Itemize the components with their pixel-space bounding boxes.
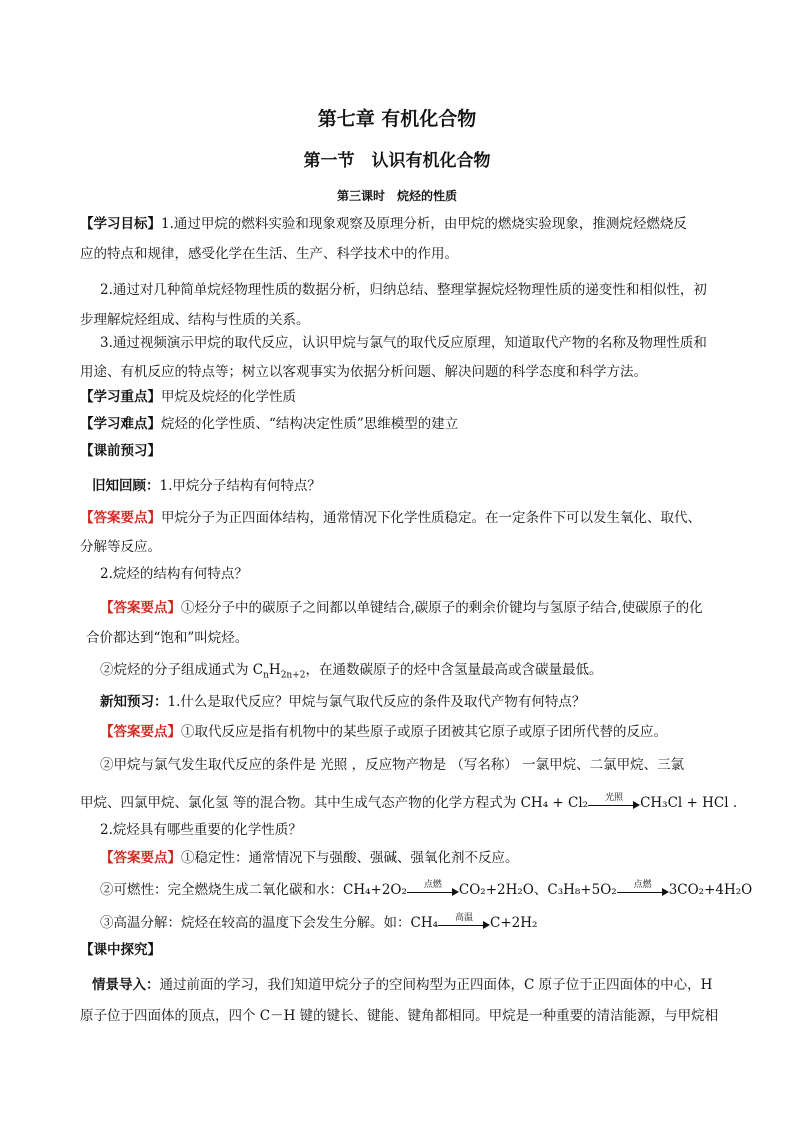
intro-line-2: 原子位于四面体的顶点，四个 C－H 键的键长、键能、键角都相同。甲烷是一种重要的清洁能源，与甲烷相: [80, 1008, 719, 1024]
goal-line-6: 用途、有机反应的特点等；树立以客观事实为依据分析问题、解决问题的科学态度和科学方法。: [80, 364, 647, 380]
answer-1: 【答案要点】甲烷分子为正四面体结构，通常情况下化学性质稳定。在一定条件下可以发生氧化、取代、: [80, 510, 701, 526]
decomposition-line: ③高温分解：烷烃在较高的温度下会发生分解。如：CH₄ 高温 C+2H₂: [100, 912, 538, 931]
chapter-title: 第七章 有机化合物: [317, 108, 477, 130]
key-point: 【学习重点】甲烷及烷烃的化学性质: [80, 389, 296, 405]
goal-line-5: 3.通过视频演示甲烷的取代反应，认识甲烷与氯气的取代反应原理，知道取代产物的名称及物理性质和: [100, 335, 707, 351]
reaction-arrow: 光照: [588, 797, 640, 811]
goal-line-4: 步理解烷烃组成、结构与性质的关系。: [80, 312, 310, 328]
answer-1-cont: 分解等反应。: [80, 539, 161, 555]
intro-line-1: 情景导入：通过前面的学习，我们知道甲烷分子的空间构型为正四面体，C 原子位于正四面体的中心，H: [92, 977, 713, 993]
combustion-line: ②可燃性：完全燃烧生成二氧化碳和水：CH₄+2O₂ 点燃 CO₂+2H₂O、C₃H₈+5O₂ 点燃 3CO₂+4H₂O: [100, 879, 753, 898]
answer-2-cont: 合价都达到“饱和”叫烷烃。: [86, 630, 249, 646]
difficulty: 【学习难点】烷烃的化学性质、“结构决定性质”思维模型的建立: [80, 416, 459, 432]
new-question-2: 2.烷烃具有哪些重要的化学性质？: [100, 822, 302, 838]
answer-2: 【答案要点】①烃分子中的碳原子之间都以单键结合,碳原子的剩余价键均与氢原子结合,使碳原子的化: [100, 600, 703, 616]
answer-4: 【答案要点】①稳定性：通常情况下与强酸、强碱、强氧化剂不反应。: [100, 850, 519, 866]
goal-line-2: 应的特点和规律，感受化学在生活、生产、科学技术中的作用。: [80, 246, 458, 262]
review-question-1: 旧知回顾：1.甲烷分子结构有何特点？: [92, 478, 321, 494]
alkane-formula-line: ②烷烃的分子组成通式为 $C_nH_{2n+2}$，在通数碳原子的烃中含氢量最高或含碳量最低。: [100, 662, 603, 681]
new-question-1: 新知预习：1.什么是取代反应？甲烷与氯气取代反应的条件及取代产物有何特点？: [100, 694, 586, 710]
answer-3-equation: 甲烷、四氯甲烷、氯化氢 等的混合物。其中生成气态产物的化学方程式为 CH₄ + Cl₂ 光照 CH₃Cl + HCl .: [80, 792, 738, 811]
reaction-arrow: 点燃: [617, 884, 669, 898]
goal-line-3: 2.通过对几种简单烷烃物理性质的数据分析，归纳总结、整理掌握烷烃物理性质的递变性和相似性，初: [100, 282, 707, 298]
reaction-arrow: 高温: [438, 917, 490, 931]
lesson-title: 第三课时 烷烃的性质: [336, 189, 457, 203]
class-heading: 【课中探究】: [80, 942, 161, 958]
goal-line-1: 【学习目标】1.通过甲烷的燃料实验和现象观察及原理分析，由甲烷的燃烧实验现象，推测烷烃燃烧反: [80, 216, 687, 232]
reaction-arrow: 点燃: [407, 884, 459, 898]
answer-3-cont: ②甲烷与氯气发生取代反应的条件是 光照 ，反应物产物是 （写名称） 一氯甲烷、二氯甲烷、三氯: [100, 757, 685, 773]
section-title: 第一节 认识有机化合物: [303, 151, 491, 171]
preview-heading: 【课前预习】: [80, 443, 161, 459]
review-question-2: 2.烷烃的结构有何特点？: [100, 566, 248, 582]
answer-3: 【答案要点】①取代反应是指有机物中的某些原子或原子团被其它原子或原子团所代替的反应。: [100, 724, 667, 740]
